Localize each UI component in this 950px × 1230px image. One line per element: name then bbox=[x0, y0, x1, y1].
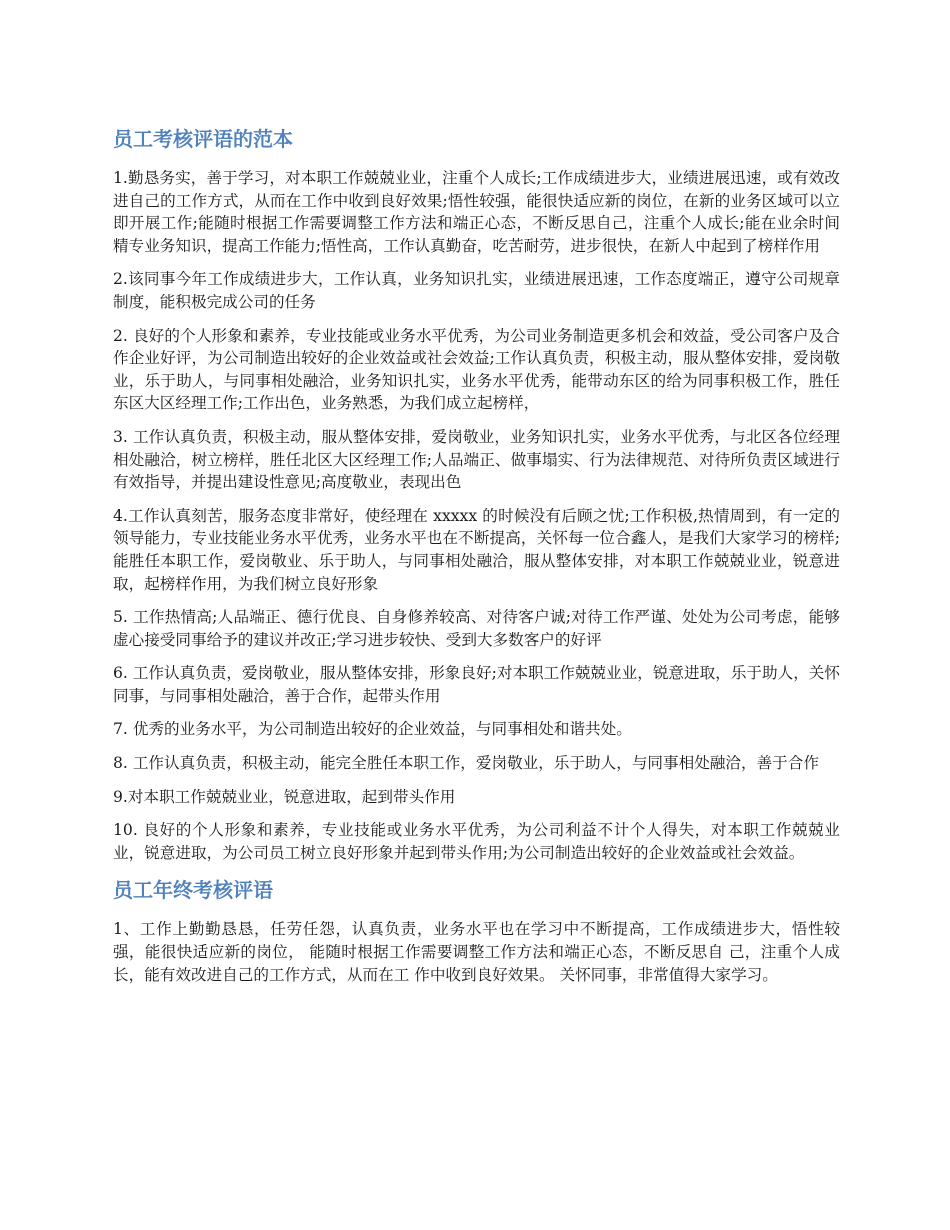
paragraph: 1、工作上勤勤恳恳，任劳任怨，认真负责，业务水平也在学习中不断提高，工作成绩进步大，悟性较强，能很快适应新的岗位， 能随时根据工作需要调整工作方法和端正心态，不断反思自 己，注重个人成长，能有效改进自己的工作方式，从而在工 作中收到良好效果。 关怀同事，非常值得大家学习。 bbox=[113, 920, 840, 984]
paragraph: 8. 工作认真负责，积极主动，能完全胜任本职工作，爱岗敬业，乐于助人，与同事相处融洽，善于合作 bbox=[113, 754, 819, 773]
paragraph: 5. 工作热情高;人品端正、德行优良、自身修养较高、对待客户诚;对待工作严谨、处处为公司考虑，能够虚心接受同事给予的建议并改正;学习进步较快、受到大多数客户的好评 bbox=[113, 608, 840, 649]
paragraph: 1.勤恳务实，善于学习，对本职工作兢兢业业，注重个人成长;工作成绩进步大，业绩进展迅速，或有效改进自己的工作方式，从而在工作中收到良好效果;悟性较强，能很快适应新的岗位，在新的业务区域可以立即开展工作;能随时根据工作需要调整工作方法和端正心态，不断反思自己，注重个人成长;能在业余时间精专业务知识，提高工作能力;悟性高，工作认真勤奋，吃苦耐劳，进步很快，在新人中起到了榜样作用 bbox=[113, 169, 840, 255]
paragraph: 7. 优秀的业务水平，为公司制造出较好的企业效益，与同事相处和谐共处。 bbox=[113, 720, 632, 739]
paragraph: 2.该同事今年工作成绩进步大，工作认真，业务知识扎实，业绩进展迅速，工作态度端正，遵守公司规章制度，能积极完成公司的任务 bbox=[113, 270, 840, 311]
paragraph: 2. 良好的个人形象和素养，专业技能或业务水平优秀，为公司业务制造更多机会和效益，受公司客户及合作企业好评，为公司制造出较好的企业效益或社会效益;工作认真负责，积极主动，服从整体安排，爱岗敬业，乐于助人，与同事相处融洽，业务知识扎实，业务水平优秀，能带动东区的给为同事积极工作，胜任东区大区经理工作;工作出色，业务熟悉，为我们成立起榜样， bbox=[113, 326, 840, 413]
paragraph: 6. 工作认真负责，爱岗敬业，服从整体安排，形象良好;对本职工作兢兢业业，锐意进取，乐于助人，关怀同事，与同事相处融洽，善于合作，起带头作用 bbox=[113, 664, 840, 705]
paragraph: 9.对本职工作兢兢业业，锐意进取，起到带头作用 bbox=[113, 787, 456, 806]
section-title: 员工年终考核评语 bbox=[113, 878, 273, 903]
document-page bbox=[113, 124, 840, 997]
section-title: 员工考核评语的范本 bbox=[113, 127, 293, 151]
paragraph: 4.工作认真刻苦，服务态度非常好，使经理在 xxxxx 的时候没有后顾之忧;工作积极,热情周到，有一定的领导能力，专业技能业务水平优秀，业务水平也在不断提高，关怀每一位合鑫人，是我们大家学习的榜样;能胜任本职工作，爱岗敬业、乐于助人，与同事相处融洽，服从整体安排，对本职工作兢兢业业，锐意进取，起榜样作用，为我们树立良好形象 bbox=[113, 506, 840, 593]
paragraph: 10. 良好的个人形象和素养，专业技能或业务水平优秀，为公司利益不计个人得失，对本职工作兢兢业业，锐意进取，为公司员工树立良好形象并起到带头作用;为公司制造出较好的企业效益或社会效益。 bbox=[113, 821, 840, 862]
paragraph: 3. 工作认真负责，积极主动，服从整体安排，爱岗敬业，业务知识扎实，业务水平优秀，与北区各位经理相处融洽，树立榜样，胜任北区大区经理工作;人品端正、做事塌实、行为法律规范、对待所负责区域进行有效指导，并提出建设性意见;高度敬业，表现出色 bbox=[113, 427, 840, 492]
